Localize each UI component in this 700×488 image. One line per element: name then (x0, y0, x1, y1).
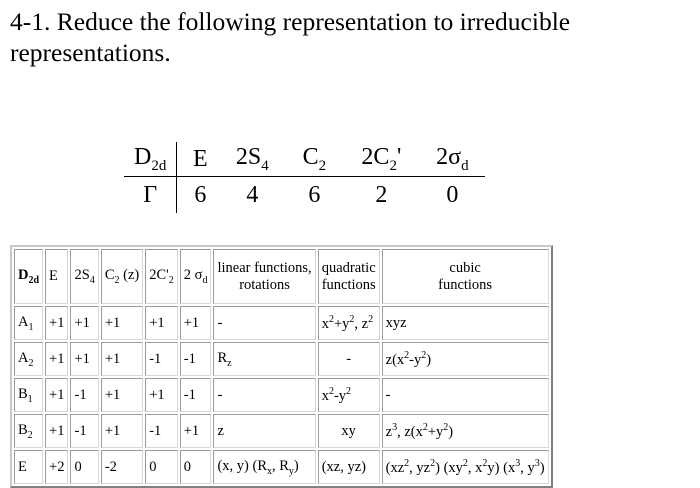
char-cell: -1 (180, 342, 212, 376)
char-cell: +1 (101, 414, 143, 448)
quadratic-cell (318, 378, 380, 412)
c-part: +y (427, 423, 444, 440)
ct-cubic-line2: functions (438, 276, 493, 293)
char-cell: +1 (45, 342, 68, 376)
ct-header-linear (213, 249, 315, 304)
ct-2sd-text: 2 σ (183, 267, 203, 284)
char-cell: -1 (145, 414, 178, 448)
ct-header-2sd (180, 249, 212, 304)
c-sup: 2 (430, 457, 436, 469)
ct-linear-line1: linear functions, (217, 259, 312, 276)
ct-2c2p-text: 2C' (149, 267, 169, 284)
ct-c2-sub: 2 (114, 274, 120, 286)
c-part: (xz (385, 459, 405, 476)
c-part: ) (426, 351, 432, 368)
ct-header-e: E (45, 249, 68, 304)
char-cell: -1 (70, 378, 98, 412)
l-part: (x, y) (R (217, 457, 267, 474)
c-sup: 2 (404, 457, 410, 469)
q-part: x (321, 387, 329, 404)
linear-cell (213, 450, 315, 484)
operation-e (177, 142, 220, 177)
gamma-char-2c2p: 2 (375, 181, 388, 208)
representation-table (124, 142, 485, 213)
quadratic-cell: xy (318, 414, 380, 448)
point-group-symbol: D (134, 143, 152, 170)
c-sup: 3 (534, 457, 540, 469)
cubic-cell (382, 342, 549, 376)
table-row (14, 342, 549, 376)
ct-header-quadratic (318, 249, 380, 304)
q-sup: 2 (328, 385, 334, 397)
l-part: ) (293, 457, 299, 474)
operation-2c2-prime (343, 142, 419, 177)
char-cell: 0 (180, 450, 212, 484)
char-cell: +1 (145, 378, 178, 412)
operation-2s4 (219, 142, 285, 177)
q-sup: 2 (346, 385, 352, 397)
char-cell: -2 (101, 450, 143, 484)
operation-2sd-sub: d (461, 157, 469, 174)
ct-c2-suffix: (z) (119, 267, 140, 284)
operation-2c2p-sub: 2 (389, 157, 397, 174)
q-part: -y (333, 387, 347, 404)
irrep-sub: 2 (27, 429, 33, 441)
character-table (10, 245, 553, 488)
operation-c2-sub: 2 (318, 157, 327, 174)
operation-2s4-text: 2S (235, 143, 262, 170)
q-sup: 2 (328, 313, 334, 325)
c-part: z (385, 423, 393, 440)
ct-header-2c2p (145, 249, 178, 304)
q-part: x (321, 315, 329, 332)
char-cell: +1 (101, 306, 143, 340)
char-cell: +1 (45, 414, 68, 448)
quadratic-cell (318, 306, 380, 340)
cubic-cell (382, 414, 549, 448)
l-sub: x (267, 465, 272, 477)
char-cell: -1 (70, 414, 98, 448)
c-part: y) (x (487, 459, 516, 476)
ct-cubic-line1: cubic (449, 259, 481, 276)
operation-2sd-text: 2σ (436, 143, 462, 170)
ct-header-2s4 (70, 249, 98, 304)
char-cell: -1 (180, 378, 212, 412)
ct-quadratic-line2: functions (321, 276, 376, 293)
point-group-subscript: 2d (151, 157, 167, 174)
char-cell: +1 (180, 306, 212, 340)
operation-2c2p-prime: ' (396, 143, 402, 170)
ct-2c2p-sub: 2 (168, 274, 174, 286)
ct-linear-line2: rotations (239, 276, 290, 293)
ct-c2-text: C (104, 267, 115, 284)
linear-cell (213, 342, 315, 376)
l-part: R (217, 349, 228, 366)
c-sup: 2 (422, 421, 428, 433)
irrep-b2 (14, 414, 43, 448)
l-sub: y (288, 465, 294, 477)
gamma-char-c2: 6 (308, 181, 321, 208)
quadratic-cell: (xz, yz) (318, 450, 380, 484)
ct-group-symbol: D (18, 267, 29, 284)
irrep-b1 (14, 378, 43, 412)
char-cell: 0 (70, 450, 98, 484)
char-cell: 0 (145, 450, 178, 484)
c-part: , yz (409, 459, 431, 476)
ct-header-group (14, 249, 43, 304)
irrep-letter: A (18, 349, 29, 366)
ct-group-sub: 2d (28, 274, 40, 286)
irrep-a1 (14, 306, 43, 340)
table-row (14, 450, 549, 484)
irrep-letter: B (18, 421, 28, 438)
point-group-label (124, 142, 177, 177)
l-sub: z (227, 357, 232, 369)
c-sup: 3 (392, 421, 398, 433)
c-sup: 2 (404, 349, 410, 361)
c-sup: 2 (482, 457, 488, 469)
c-part: , x (467, 459, 483, 476)
c-sup: 2 (421, 349, 427, 361)
char-cell: +1 (45, 306, 68, 340)
c-part: , y (520, 459, 535, 476)
irrep-letter: E (18, 458, 27, 475)
irrep-a2 (14, 342, 43, 376)
cubic-cell: - (382, 378, 549, 412)
table-row (14, 306, 549, 340)
table-row (14, 414, 549, 448)
c-sup: 2 (462, 457, 468, 469)
gamma-char-e: 6 (194, 181, 207, 208)
char-cell: +1 (180, 414, 212, 448)
ct-2sd-sub: d (202, 274, 208, 286)
cubic-cell: xyz (382, 306, 549, 340)
linear-cell: z (213, 414, 315, 448)
irrep-sub: 2 (28, 357, 34, 369)
operation-c2-text: C (302, 143, 319, 170)
problem-statement: 4-1. Reduce the following representation to irreducible representations. (10, 7, 571, 67)
q-sup: 2 (349, 313, 355, 325)
gamma-label: Γ (124, 177, 177, 214)
q-part: , z (354, 315, 369, 332)
linear-cell: - (213, 378, 315, 412)
c-part: -y (409, 351, 422, 368)
quadratic-cell: - (318, 342, 380, 376)
operation-2c2p-text: 2C (361, 143, 390, 170)
c-part: z(x (385, 351, 405, 368)
operation-e-text: E (193, 145, 208, 172)
linear-cell: - (213, 306, 315, 340)
c-part: , z(x (397, 423, 423, 440)
c-sup: 3 (515, 457, 521, 469)
ct-header-c2 (101, 249, 143, 304)
c-sup: 2 (443, 421, 449, 433)
c-part: ) (539, 459, 545, 476)
character-table-header-row (14, 249, 549, 304)
char-cell: +1 (145, 306, 178, 340)
operation-c2 (285, 142, 343, 177)
representation-gamma-row (124, 177, 485, 214)
ct-2s4-sub: 4 (89, 274, 95, 286)
ct-2s4-text: 2S (74, 267, 90, 284)
char-cell: -1 (145, 342, 178, 376)
c-part: ) (448, 423, 454, 440)
representation-header-row (124, 142, 485, 177)
irrep-sub: 1 (28, 321, 34, 333)
gamma-char-2s4: 4 (246, 181, 259, 208)
irrep-letter: B (18, 385, 28, 402)
irrep-e (14, 450, 43, 484)
operation-2s4-sub: 4 (261, 157, 269, 174)
q-part: +y (333, 315, 350, 332)
char-cell: +1 (70, 306, 98, 340)
gamma-char-2sd: 0 (446, 181, 459, 208)
c-part: ) (xy (435, 459, 463, 476)
ct-quadratic-line1: quadratic (321, 259, 376, 276)
char-cell: +1 (45, 378, 68, 412)
cubic-cell (382, 450, 549, 484)
char-cell: +2 (45, 450, 68, 484)
operation-2sigma-d (419, 142, 485, 177)
irrep-letter: A (18, 313, 29, 330)
l-part: , R (272, 457, 289, 474)
char-cell: +1 (101, 342, 143, 376)
char-cell: +1 (70, 342, 98, 376)
ct-header-cubic (382, 249, 549, 304)
q-sup: 2 (368, 313, 374, 325)
irrep-sub: 1 (27, 393, 33, 405)
table-row (14, 378, 549, 412)
char-cell: +1 (101, 378, 143, 412)
